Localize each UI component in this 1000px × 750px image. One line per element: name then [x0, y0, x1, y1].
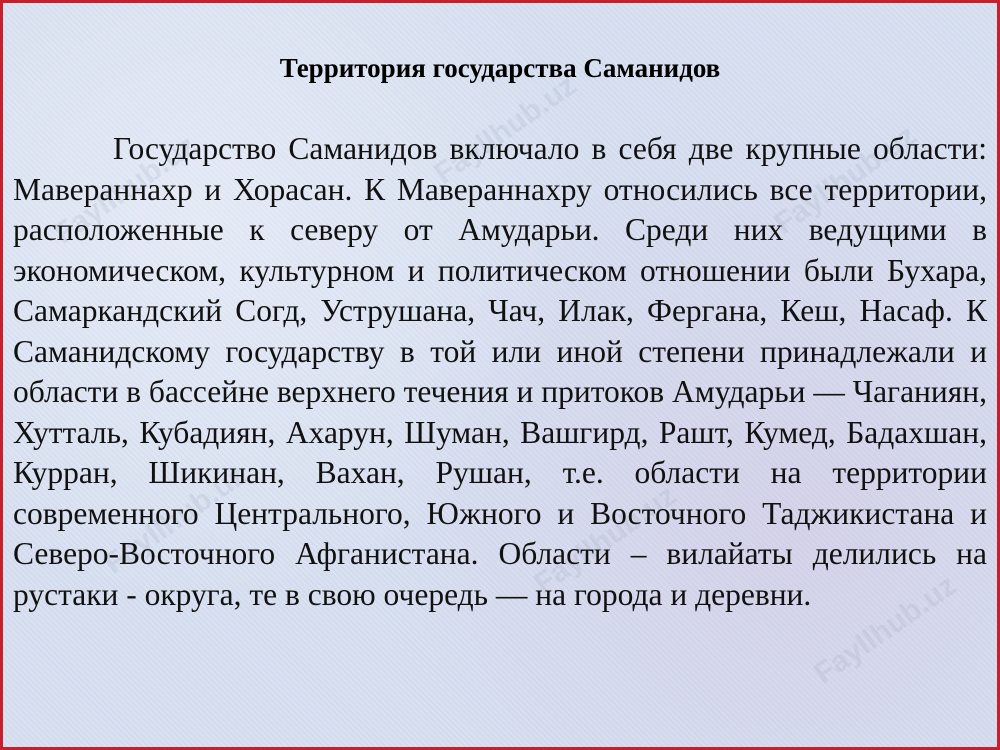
- slide-title: Территория государства Саманидов: [279, 53, 721, 83]
- watermark: Fayllhub.uz: [768, 118, 923, 241]
- watermark: Fayllhub.uz: [98, 458, 253, 581]
- watermark: Fayllhub.uz: [808, 568, 963, 691]
- watermark: Fayllhub.uz: [48, 128, 203, 251]
- watermark: Fayllhub.uz: [428, 68, 583, 191]
- watermark: Fayllhub.uz: [528, 478, 683, 601]
- slide-paragraph: Государство Саманидов включало в себя две крупные области: Мавераннахр и Хорасан. К Мавераннахру относились все территории, расположенные к северу от Амударьи. Среди них ведущими в экономическом, культурном и политическом отношении были Бухара, Самаркандский Согд, Уструшана, Чач, Илак, Фергана, Кеш, Насаф. К Саманидскому государству в той или иной степени принадлежали и области в бассейне верхнего течения и притоков Амударьи — Чаганиян, Хутталь, Кубадиян, Ахарун, Шуман, Вашгирд, Рашт, Кумед, Бадахшан, Курран, Шикинан, Вахан, Рушан, т.е. области на территории современного Центрального, Южного и Восточного Таджикистана и Северо-Восточного Афганистана. Области – вилайаты делились на рустаки - округа, те в свою очередь — на города и деревни.: [13, 131, 987, 612]
